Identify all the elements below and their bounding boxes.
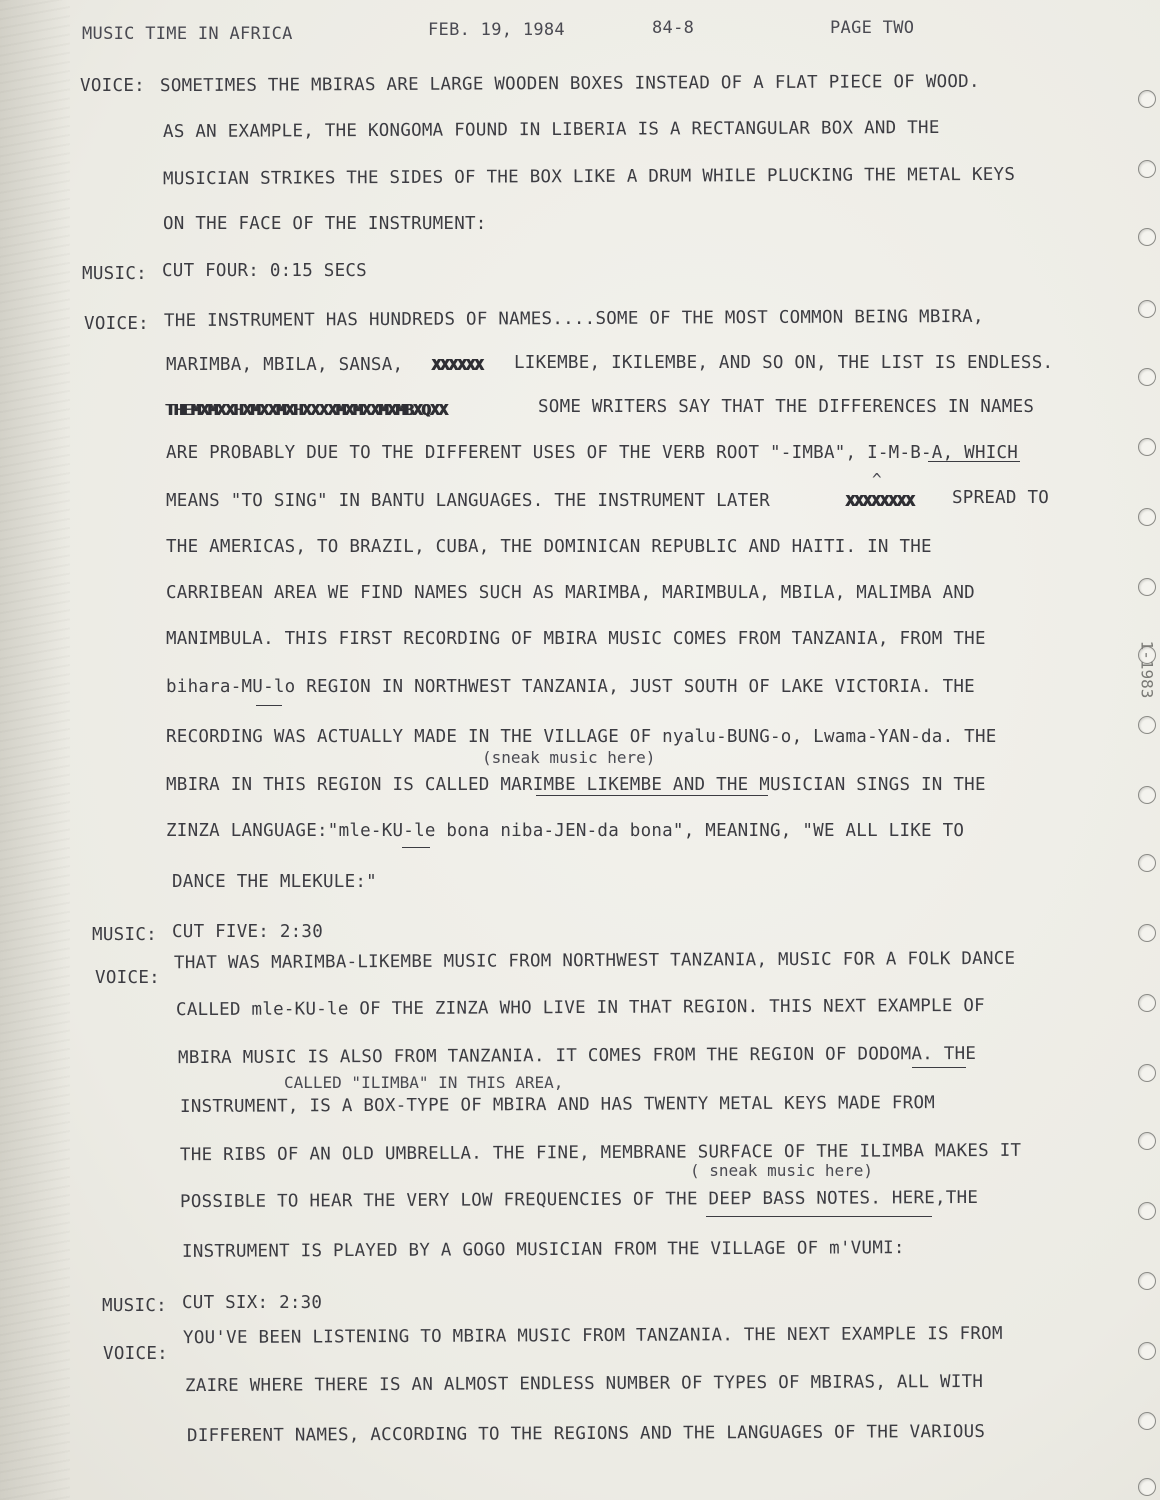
edge-mark: 1-1983 (1137, 640, 1157, 699)
script-line: ZAIRE WHERE THERE IS AN ALMOST ENDLESS NUMBER OF TYPES OF MBIRAS, ALL WITH (184, 1371, 984, 1397)
struck-text: THEMXMXXHXMXXMXHXXXXMXMXXMXMBXQXX (166, 401, 448, 419)
struck-text: XXXXXXXX (846, 492, 915, 510)
underline (706, 1216, 932, 1217)
script-line: DANCE THE MLEKULE:" (172, 872, 377, 892)
punch-hole (1138, 300, 1156, 318)
script-line: MEANS "TO SING" IN BANTU LANGUAGES. THE INSTRUMENT LATER (166, 491, 771, 511)
punch-hole (1138, 1478, 1156, 1496)
script-line: THE INSTRUMENT HAS HUNDREDS OF NAMES....SOME OF THE MOST COMMON BEING MBIRA, (163, 306, 984, 332)
punch-hole (1138, 438, 1156, 456)
punch-hole (1138, 1342, 1156, 1360)
paper-edge-texture (0, 0, 70, 1500)
script-line: SOME WRITERS SAY THAT THE DIFFERENCES IN NAMES (538, 397, 1035, 417)
punch-hole (1138, 786, 1156, 804)
script-line: THE AMERICAS, TO BRAZIL, CUBA, THE DOMINICAN REPUBLIC AND HAITI. IN THE (166, 537, 932, 557)
script-line: INSTRUMENT, IS A BOX-TYPE OF MBIRA AND HAS TWENTY METAL KEYS MADE FROM (179, 1093, 936, 1117)
underline (536, 795, 768, 796)
script-line: THE RIBS OF AN OLD UMBRELLA. THE FINE, MEMBRANE SURFACE OF THE ILIMBA MAKES IT (179, 1140, 1022, 1166)
script-line: CALLED mle-KU-le OF THE ZINZA WHO LIVE IN THAT REGION. THIS NEXT EXAMPLE OF (175, 995, 985, 1021)
punch-hole (1138, 924, 1156, 942)
underline (912, 1067, 966, 1068)
insert-caret: ^ (872, 470, 882, 489)
music-cue: CUT FOUR: 0:15 SECS (162, 261, 367, 281)
punch-hole (1138, 1132, 1156, 1150)
script-line: SPREAD TO (952, 488, 1050, 508)
script-line: AS AN EXAMPLE, THE KONGOMA FOUND IN LIBERIA IS A RECTANGULAR BOX AND THE (162, 117, 940, 143)
script-line: MARIMBA, MBILA, SANSA, (166, 355, 404, 375)
speaker-label: MUSIC: (82, 264, 148, 284)
speaker-label: MUSIC: (102, 1296, 168, 1316)
script-line: ARE PROBABLY DUE TO THE DIFFERENT USES OF THE VERB ROOT "-IMBA", I-M-B-A, WHICH (166, 443, 1019, 463)
punch-hole (1138, 716, 1156, 734)
speaker-label: VOICE: (80, 76, 146, 96)
script-line: THAT WAS MARIMBA-LIKEMBE MUSIC FROM NORTHWEST TANZANIA, MUSIC FOR A FOLK DANCE (173, 948, 1016, 974)
struck-text: XXXXXX (432, 356, 484, 374)
script-line: DIFFERENT NAMES, ACCORDING TO THE REGIONS AND THE LANGUAGES OF THE VARIOUS (186, 1421, 986, 1447)
script-line: MBIRA IN THIS REGION IS CALLED MARIMBE LIKEMBE AND THE MUSICIAN SINGS IN THE (166, 775, 986, 795)
punch-hole (1138, 368, 1156, 386)
underline (256, 705, 282, 706)
speaker-label: VOICE: (95, 968, 161, 988)
script-line: ZINZA LANGUAGE:"mle-KU-le bona niba-JEN-da bona", MEANING, "WE ALL LIKE TO (166, 821, 965, 841)
script-line: MBIRA MUSIC IS ALSO FROM TANZANIA. IT COMES FROM THE REGION OF DODOMA. THE (177, 1043, 977, 1069)
punch-hole (1138, 1202, 1156, 1220)
script-line: CARRIBEAN AREA WE FIND NAMES SUCH AS MARIMBA, MARIMBULA, MBILA, MALIMBA AND (166, 583, 975, 603)
punch-hole (1138, 508, 1156, 526)
underline (928, 461, 1020, 462)
punch-hole (1138, 578, 1156, 596)
script-line: INSTRUMENT IS PLAYED BY A GOGO MUSICIAN FROM THE VILLAGE OF m'VUMI: (181, 1238, 905, 1262)
header-page: PAGE TWO (830, 18, 915, 38)
punch-hole (1138, 160, 1156, 178)
speaker-label: VOICE: (103, 1344, 169, 1364)
script-line: MANIMBULA. THIS FIRST RECORDING OF MBIRA MUSIC COMES FROM TANZANIA, FROM THE (166, 629, 986, 649)
stage-direction: ( sneak music here) (690, 1161, 874, 1180)
underline (402, 847, 430, 848)
punch-hole (1138, 994, 1156, 1012)
punch-hole (1138, 1064, 1156, 1082)
speaker-label: VOICE: (84, 314, 150, 334)
handwritten-insert: CALLED "ILIMBA" IN THIS AREA, (284, 1073, 564, 1092)
header-date: FEB. 19, 1984 (428, 20, 565, 40)
header-number: 84-8 (652, 18, 695, 38)
script-line: SOMETIMES THE MBIRAS ARE LARGE WOODEN BOXES INSTEAD OF A FLAT PIECE OF WOOD. (159, 71, 980, 97)
punch-hole (1138, 228, 1156, 246)
punch-hole (1138, 1272, 1156, 1290)
music-cue: CUT SIX: 2:30 (182, 1293, 323, 1313)
script-line: ON THE FACE OF THE INSTRUMENT: (163, 214, 487, 234)
stage-direction: (sneak music here) (482, 748, 656, 767)
script-line: bihara-MU-lo REGION IN NORTHWEST TANZANIA, JUST SOUTH OF LAKE VICTORIA. THE (166, 677, 975, 697)
script-line: POSSIBLE TO HEAR THE VERY LOW FREQUENCIES OF THE DEEP BASS NOTES. HERE,THE (179, 1187, 979, 1213)
punch-hole (1138, 854, 1156, 872)
script-line: MUSICIAN STRIKES THE SIDES OF THE BOX LIKE A DRUM WHILE PLUCKING THE METAL KEYS (162, 164, 1016, 190)
script-line: RECORDING WAS ACTUALLY MADE IN THE VILLAGE OF nyalu-BUNG-o, Lwama-YAN-da. THE (166, 727, 997, 747)
program-title: MUSIC TIME IN AFRICA (82, 24, 293, 44)
speaker-label: MUSIC: (92, 925, 158, 945)
script-line: YOU'VE BEEN LISTENING TO MBIRA MUSIC FROM TANZANIA. THE NEXT EXAMPLE IS FROM (182, 1323, 1003, 1349)
script-line: LIKEMBE, IKILEMBE, AND SO ON, THE LIST IS ENDLESS. (514, 353, 1054, 373)
punch-hole (1138, 90, 1156, 108)
music-cue: CUT FIVE: 2:30 (172, 922, 324, 942)
punch-hole (1138, 1412, 1156, 1430)
